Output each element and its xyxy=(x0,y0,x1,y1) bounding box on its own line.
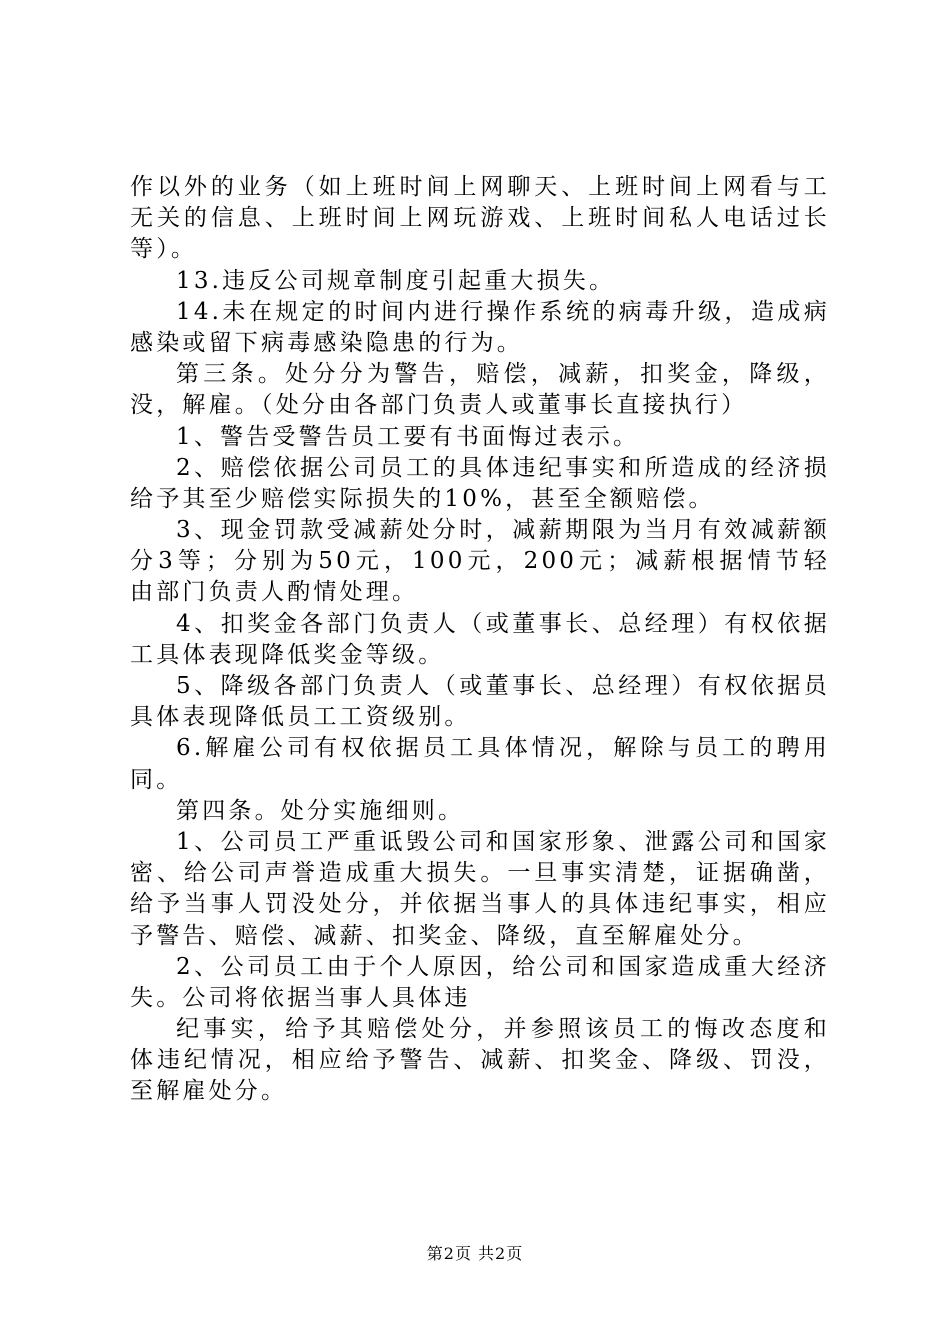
text-line: 5、降级各部门负责人（或董事长、总经理）有权依据员 xyxy=(176,673,830,699)
text-line: 13.违反公司规章制度引起重大损失。 xyxy=(176,267,616,294)
text-line: 感染或留下病毒感染隐患的行为。 xyxy=(130,329,523,356)
text-line: 2、赔偿依据公司员工的具体违纪事实和所造成的经济损 xyxy=(176,454,830,481)
text-line: 由部门负责人酌情处理。 xyxy=(130,579,419,606)
document-body xyxy=(130,172,830,1108)
text-line: 给予当事人罚没处分，并依据当事人的具体违纪事实，相应 xyxy=(130,891,830,918)
text-line: 同。 xyxy=(130,766,183,793)
text-line: 6.解雇公司有权依据员工具体情况，解除与员工的聘用 xyxy=(176,735,830,762)
page-footer: 第2页 共2页 xyxy=(426,1244,524,1263)
text-line: 给予其至少赔偿实际损失的10%，甚至全额赔偿。 xyxy=(130,485,715,512)
text-line: 等）。 xyxy=(130,236,198,263)
text-line: 第三条。处分分为警告，赔偿，减薪，扣奖金，降级， xyxy=(176,361,830,388)
text-line: 予警告、赔偿、减薪、扣奖金、降级，直至解雇处分。 xyxy=(130,922,759,949)
text-line: 4、扣奖金各部门负责人（或董事长、总经理）有权依据 xyxy=(176,610,830,637)
text-line: 2、公司员工由于个人原因，给公司和国家造成重大经济 xyxy=(176,953,830,980)
text-line: 没，解雇。（处分由各部门负责人或董事长直接执行） xyxy=(130,392,748,419)
text-line: 纪事实，给予其赔偿处分，并参照该员工的悔改态度和 xyxy=(176,1016,830,1043)
text-line: 具体表现降低员工工资级别。 xyxy=(130,704,471,731)
text-line: 作以外的业务（如上班时间上网聊天、上班时间上网看与工 xyxy=(130,174,830,200)
text-line: 至解雇处分。 xyxy=(130,1078,288,1105)
text-line: 14.未在规定的时间内进行操作系统的病毒升级，造成病 xyxy=(176,298,830,325)
text-line: 体违纪情况，相应给予警告、减薪、扣奖金、降级、罚没， xyxy=(130,1047,830,1074)
text-line: 失。公司将依据当事人具体违 xyxy=(130,984,471,1011)
text-line: 1、警告受警告员工要有书面悔过表示。 xyxy=(176,423,640,450)
text-line: 1、公司员工严重诋毁公司和国家形象、泄露公司和国家 xyxy=(176,828,830,855)
text-line: 密、给公司声誉造成重大损失。一旦事实清楚，证据确凿， xyxy=(130,860,830,887)
text-line: 3、现金罚款受减薪处分时，减薪期限为当月有效减薪额 xyxy=(176,517,830,544)
text-line: 工具体表现降低奖金等级。 xyxy=(130,641,445,668)
text-line: 第四条。处分实施细则。 xyxy=(176,797,465,824)
text-line: 分3等；分别为50元，100元，200元；减薪根据情节轻 xyxy=(130,548,830,575)
text-line: 无关的信息、上班时间上网玩游戏、上班时间私人电话过长 xyxy=(130,205,830,232)
